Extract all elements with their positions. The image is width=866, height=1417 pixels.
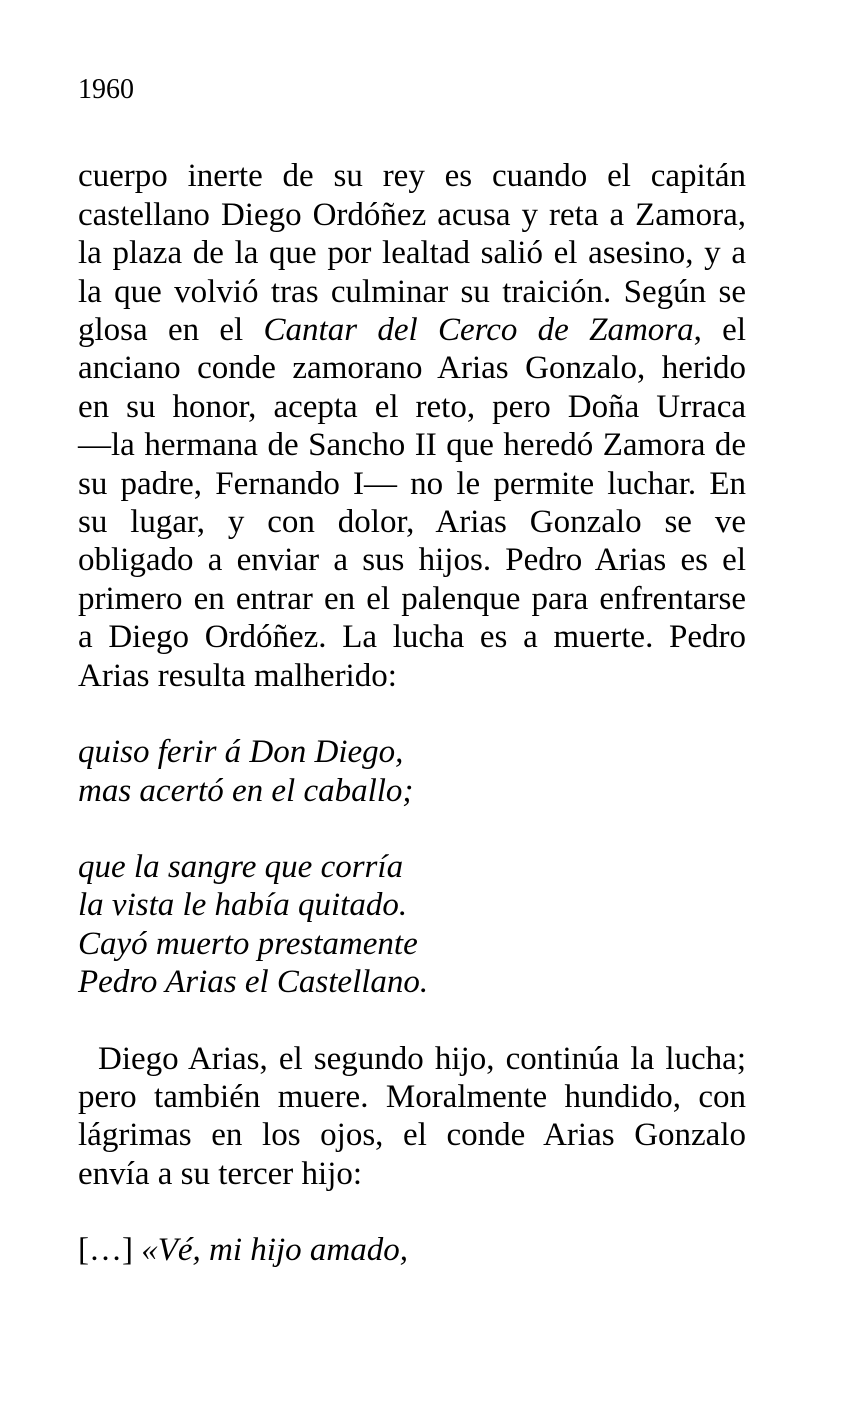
- regular-text: su padre, Fernando I— no le permite luchar. En: [78, 465, 746, 502]
- regular-text: anciano conde zamorano Arias Gonzalo, herido: [78, 350, 746, 387]
- text-line: [78, 1155, 746, 1193]
- regular-text: cuerpo inerte de su rey es cuando el capitán: [78, 158, 746, 195]
- paragraph-1: [78, 157, 746, 695]
- text-line: [78, 349, 746, 387]
- text-line: [78, 426, 746, 464]
- verse-3: [78, 1231, 746, 1269]
- regular-text: Diego Arias, el segundo hijo, continúa la lucha;: [98, 1040, 746, 1077]
- text-line: [78, 657, 746, 695]
- italic-text: Cayó muerto prestamente: [78, 925, 418, 962]
- text-line: [78, 925, 746, 963]
- text-line: [78, 733, 746, 771]
- regular-text: […]: [78, 1232, 142, 1269]
- text-line: [78, 1040, 746, 1078]
- regular-text: obligado a enviar a sus hijos. Pedro Arias es el: [78, 542, 746, 579]
- regular-text: glosa en el: [78, 312, 264, 349]
- regular-text: la plaza de la que por lealtad salió el asesino, y a: [78, 235, 746, 272]
- page-number: 1960: [78, 74, 134, 105]
- regular-text: primero en entrar en el palenque para enfrentarse: [78, 580, 746, 617]
- regular-text: castellano Diego Ordóñez acusa y reta a Zamora,: [78, 196, 746, 233]
- regular-text: —la hermana de Sancho II que heredó Zamora de: [78, 427, 746, 464]
- italic-text: mas acertó en el caballo;: [78, 772, 414, 809]
- text-line: [78, 963, 746, 1001]
- regular-text: envía a su tercer hijo:: [78, 1155, 363, 1192]
- italic-text: quiso ferir á Don Diego,: [78, 734, 404, 771]
- text-line: [78, 311, 746, 349]
- text-line: [78, 618, 746, 656]
- text-column: [78, 157, 746, 1269]
- italic-text: Pedro Arias el Castellano.: [78, 964, 429, 1001]
- italic-text: Cantar del Cerco de Zamora: [263, 312, 694, 349]
- text-line: [78, 196, 746, 234]
- regular-text: su lugar, y con dolor, Arias Gonzalo se ve: [78, 504, 746, 541]
- regular-text: , el: [693, 312, 747, 349]
- text-line: [78, 580, 746, 618]
- verse-1: [78, 733, 746, 810]
- verse-2: [78, 848, 746, 1002]
- italic-text: «Vé, mi hijo amado,: [141, 1232, 408, 1269]
- regular-text: Arias resulta malherido:: [78, 657, 397, 694]
- text-line: [78, 772, 746, 810]
- regular-text: pero también muere. Moralmente hundido, con: [78, 1078, 746, 1115]
- text-line: [78, 388, 746, 426]
- text-line: [78, 1078, 746, 1116]
- regular-text: lágrimas en los ojos, el conde Arias Gonzalo: [78, 1117, 746, 1154]
- italic-text: que la sangre que corría: [78, 848, 404, 885]
- text-line: [78, 1116, 746, 1154]
- text-line: [78, 1231, 746, 1269]
- text-line: [78, 273, 746, 311]
- text-line: [78, 541, 746, 579]
- text-line: [78, 503, 746, 541]
- paragraph-2: [78, 1040, 746, 1194]
- text-line: [78, 234, 746, 272]
- italic-text: la vista le había quitado.: [78, 887, 408, 924]
- regular-text: a Diego Ordóñez. La lucha es a muerte. Pedro: [78, 619, 746, 656]
- regular-text: en su honor, acepta el reto, pero Doña Urraca: [78, 388, 746, 425]
- text-line: [78, 886, 746, 924]
- text-line: [78, 465, 746, 503]
- text-line: [78, 157, 746, 195]
- text-line: [78, 848, 746, 886]
- regular-text: la que volvió tras culminar su traición. Según se: [78, 273, 746, 310]
